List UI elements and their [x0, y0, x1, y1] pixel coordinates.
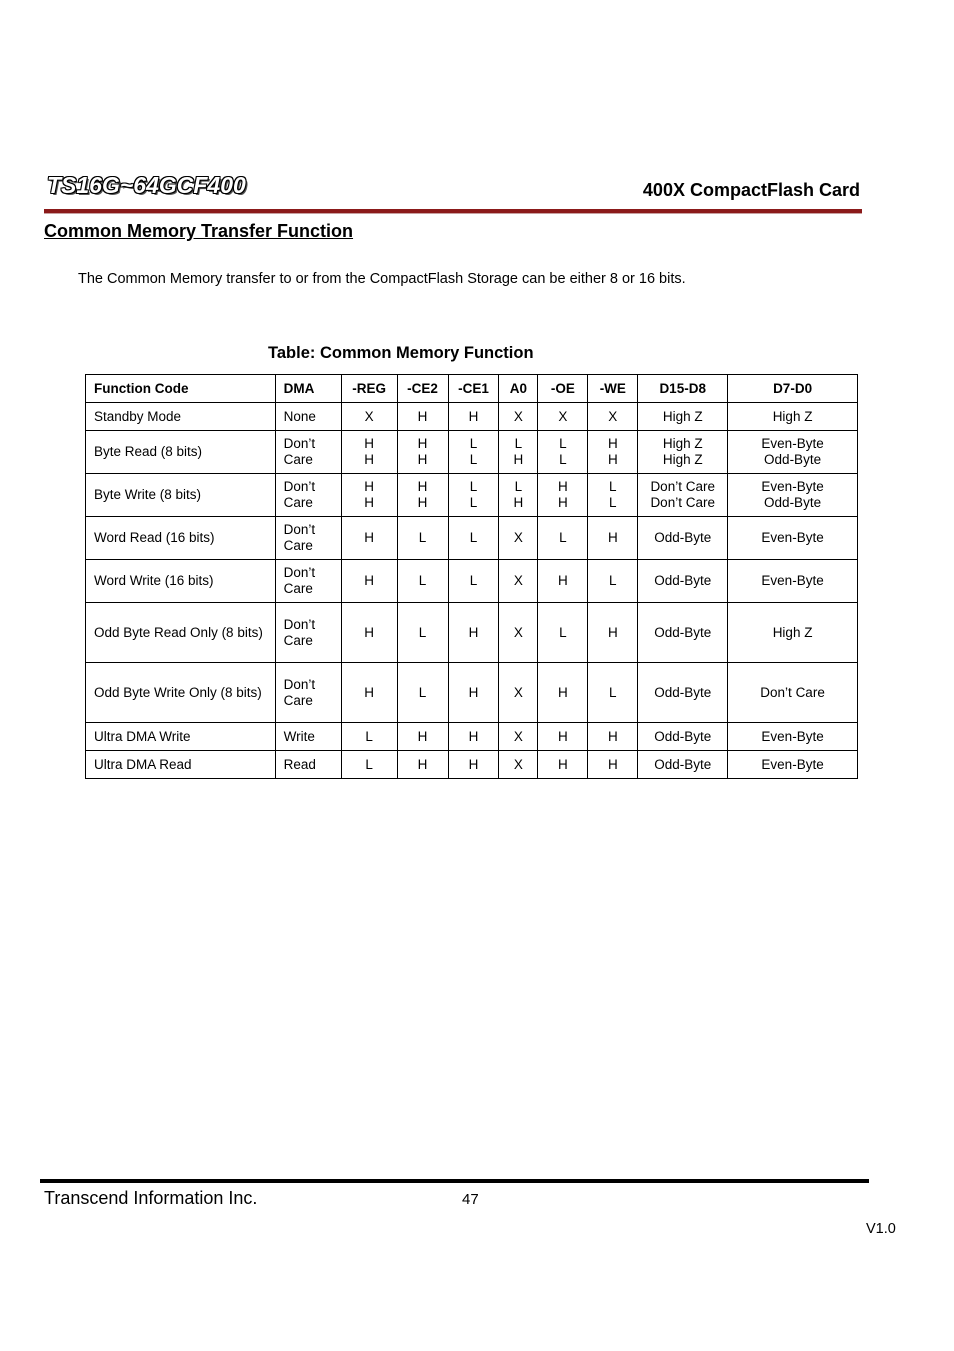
table-cell: L L — [588, 474, 638, 517]
table-cell: H H — [538, 474, 588, 517]
table-row — [86, 431, 858, 474]
document-subtitle: 400X CompactFlash Card — [642, 180, 860, 200]
table-cell: Standby Mode — [86, 403, 276, 431]
product-title: TS16G~64GCF400 — [47, 172, 246, 198]
table-cell: X — [341, 403, 397, 431]
table-row — [86, 663, 858, 723]
table-cell: Byte Write (8 bits) — [86, 474, 276, 517]
column-header: -REG — [341, 375, 397, 403]
table-cell: H — [397, 403, 448, 431]
table-cell: Odd-Byte — [638, 560, 728, 603]
table-cell: H — [448, 723, 499, 751]
table-cell: L — [588, 663, 638, 723]
table-cell: None — [275, 403, 341, 431]
table-cell: Even-Byte — [728, 517, 858, 560]
table-cell: Write — [275, 723, 341, 751]
table-cell: H — [538, 751, 588, 779]
table-cell: High Z High Z — [638, 431, 728, 474]
section-title: Common Memory Transfer Function — [44, 221, 354, 241]
table-cell: Even-Byte Odd-Byte — [728, 474, 858, 517]
table-cell: H H — [341, 474, 397, 517]
table-cell: Ultra DMA Read — [86, 751, 276, 779]
table-cell: H — [588, 603, 638, 663]
column-header: Function Code — [86, 375, 276, 403]
table-cell: H — [588, 751, 638, 779]
table-cell: H — [397, 723, 448, 751]
table-cell: Odd-Byte — [638, 517, 728, 560]
table-cell: Don’t Care — [275, 517, 341, 560]
column-header: DMA — [275, 375, 341, 403]
table-cell: X — [499, 560, 538, 603]
column-header: -WE — [588, 375, 638, 403]
table-cell: Don’t Care — [275, 663, 341, 723]
company-name: Transcend Information Inc. — [44, 1188, 258, 1208]
table-row — [86, 403, 858, 431]
table-cell: L L — [538, 431, 588, 474]
table-cell: H — [448, 403, 499, 431]
column-header: -OE — [538, 375, 588, 403]
column-header: -CE2 — [397, 375, 448, 403]
footer-divider — [40, 1179, 869, 1183]
column-header: D15-D8 — [638, 375, 728, 403]
table-cell: L — [397, 560, 448, 603]
table-cell: H H — [588, 431, 638, 474]
intro-paragraph: The Common Memory transfer to or from the CompactFlash Storage can be either 8 or 16 bits. — [78, 271, 686, 287]
document-version: V1.0 — [866, 1221, 896, 1237]
table-cell: Even-Byte — [728, 723, 858, 751]
table-cell: H — [588, 517, 638, 560]
table-cell: L — [341, 751, 397, 779]
table-cell: L — [397, 517, 448, 560]
table-row — [86, 560, 858, 603]
table-row — [86, 603, 858, 663]
table-cell: Even-Byte — [728, 751, 858, 779]
table-cell: Don’t Care — [275, 431, 341, 474]
column-header: A0 — [499, 375, 538, 403]
table-cell: High Z — [728, 403, 858, 431]
table-cell: Odd Byte Read Only (8 bits) — [86, 603, 276, 663]
table-cell: L — [397, 663, 448, 723]
table-cell: L — [448, 560, 499, 603]
table-cell: Ultra DMA Write — [86, 723, 276, 751]
table-cell: H H — [397, 474, 448, 517]
table-header-row — [86, 375, 858, 403]
table-cell: Word Read (16 bits) — [86, 517, 276, 560]
table-cell: Odd-Byte — [638, 663, 728, 723]
table-cell: H — [538, 560, 588, 603]
table-row — [86, 517, 858, 560]
table-cell: L L — [448, 474, 499, 517]
table-cell: Even-Byte Odd-Byte — [728, 431, 858, 474]
table-cell: Read — [275, 751, 341, 779]
table-cell: Odd Byte Write Only (8 bits) — [86, 663, 276, 723]
table-cell: Even-Byte — [728, 560, 858, 603]
table-cell: Don’t Care — [275, 560, 341, 603]
table-cell: L H — [499, 474, 538, 517]
table-cell: H — [341, 603, 397, 663]
table-caption: Table: Common Memory Function — [268, 344, 534, 362]
table-cell: Word Write (16 bits) — [86, 560, 276, 603]
table-cell: L — [341, 723, 397, 751]
table-cell: L — [397, 603, 448, 663]
table-cell: H — [341, 517, 397, 560]
table-cell: X — [499, 517, 538, 560]
table-cell: Odd-Byte — [638, 751, 728, 779]
table-cell: H — [448, 663, 499, 723]
table-cell: L L — [448, 431, 499, 474]
table-cell: H — [588, 723, 638, 751]
table-cell: H — [538, 663, 588, 723]
table-row — [86, 474, 858, 517]
common-memory-table — [85, 374, 858, 779]
table-cell: H — [448, 603, 499, 663]
table-cell: H H — [341, 431, 397, 474]
page-number: 47 — [462, 1191, 479, 1208]
table-cell: Don’t Care — [275, 474, 341, 517]
table-row — [86, 723, 858, 751]
table-cell: H H — [397, 431, 448, 474]
table-cell: X — [538, 403, 588, 431]
table-cell: Don’t Care — [728, 663, 858, 723]
column-header: D7-D0 — [728, 375, 858, 403]
table-cell: X — [499, 751, 538, 779]
table-cell: L H — [499, 431, 538, 474]
table-cell: X — [499, 663, 538, 723]
table-cell: X — [499, 403, 538, 431]
table-cell: H — [397, 751, 448, 779]
table-cell: L — [538, 603, 588, 663]
table-cell: H — [538, 723, 588, 751]
table-cell: Don’t Care Don’t Care — [638, 474, 728, 517]
table-cell: X — [499, 723, 538, 751]
table-cell: L — [588, 560, 638, 603]
table-cell: High Z — [728, 603, 858, 663]
table-cell: High Z — [638, 403, 728, 431]
table-cell: Byte Read (8 bits) — [86, 431, 276, 474]
table-cell: X — [499, 603, 538, 663]
table-cell: L — [538, 517, 588, 560]
table-cell: Odd-Byte — [638, 603, 728, 663]
table-cell: L — [448, 517, 499, 560]
table-cell: H — [448, 751, 499, 779]
column-header: -CE1 — [448, 375, 499, 403]
table-row — [86, 751, 858, 779]
table-cell: H — [341, 560, 397, 603]
table-cell: X — [588, 403, 638, 431]
table-cell: Don’t Care — [275, 603, 341, 663]
table-cell: Odd-Byte — [638, 723, 728, 751]
header-divider — [44, 209, 862, 214]
table-cell: H — [341, 663, 397, 723]
